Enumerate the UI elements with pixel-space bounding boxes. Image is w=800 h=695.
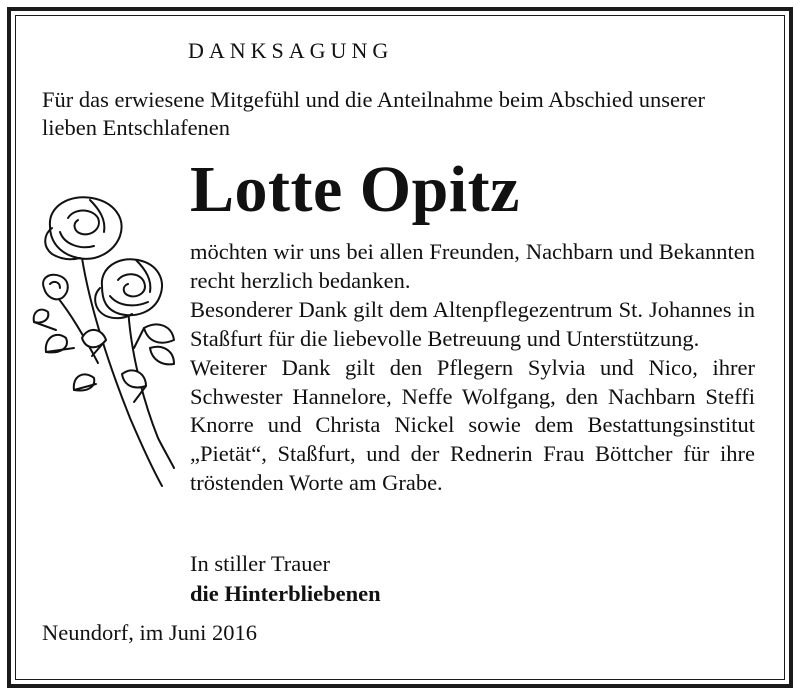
deceased-name: Lotte Opitz xyxy=(190,153,520,226)
place-date: Neundorf, im Juni 2016 xyxy=(42,620,257,645)
body-text xyxy=(190,238,755,498)
intro-text: Für das erwiesene Mitgefühl und die Anteilnahme beim Abschied unserer lieben Entschlafenen xyxy=(42,87,705,140)
closing-block xyxy=(190,549,381,609)
notice-heading: DANKSAGUNG xyxy=(188,38,394,63)
signature: die Hinterbliebenen xyxy=(190,581,381,606)
closing-line: In stiller Trauer xyxy=(190,551,330,576)
thanks-paragraph-2: Besonderer Dank gilt dem Altenpflegezentrum St. Johannes in Staßfurt für die liebevolle Betreuung und Unterstützung. xyxy=(190,296,755,351)
thanks-paragraph-1: möchten wir uns bei allen Freunden, Nachbarn und Bekannten recht herzlich bedanken. xyxy=(190,239,755,293)
thanks-paragraph-3: Weiterer Dank gilt den Pflegern Sylvia und Nico, ihrer Schwester Hannelore, Neffe Wolfgang, den Nachbarn Steffi Knorre und Christa Nickel sowie dem Bestattungsinstitut „Pietät“, Staßfurt, und der Rednerin Frau Böttcher für ihre tröstenden Worte am Grabe. xyxy=(190,354,755,496)
rose-icon xyxy=(30,188,190,488)
